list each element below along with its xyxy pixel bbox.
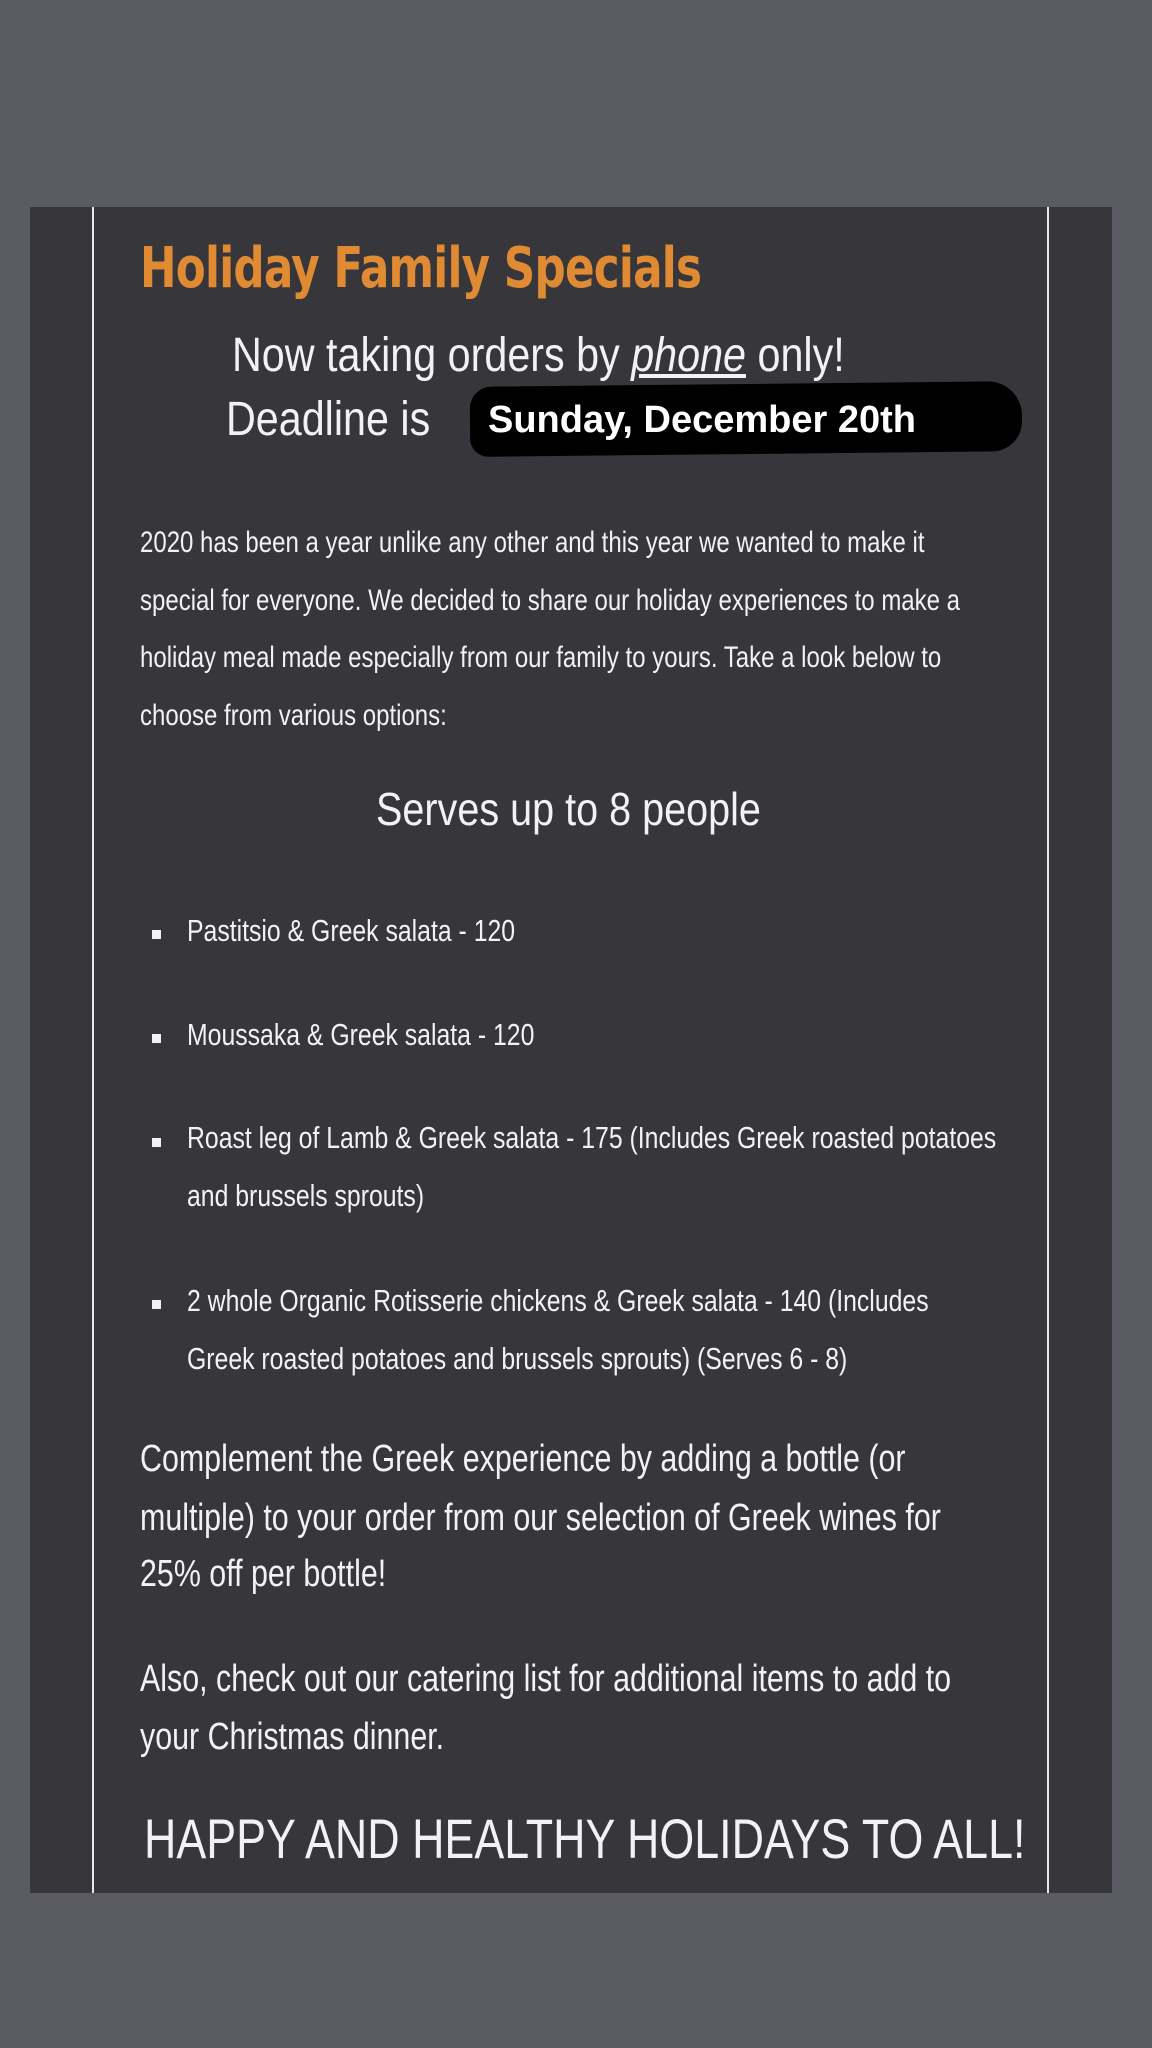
catering-line: Also, check out our catering list for additional items to add to [140, 1658, 952, 1700]
intro-line: choose from various options: [140, 699, 447, 732]
menu-item-continued: Greek roasted potatoes and brussels sprouts) (Serves 6 - 8) [187, 1341, 848, 1376]
bullet-icon [152, 1300, 161, 1309]
menu-item: Moussaka & Greek salata - 120 [187, 1017, 535, 1052]
wine-offer-line: multiple) to your order from our selection of Greek wines for [140, 1497, 941, 1539]
bullet-icon [152, 930, 161, 939]
catering-line: your Christmas dinner. [140, 1716, 445, 1758]
intro-line: holiday meal made especially from our family to yours. Take a look below to [140, 641, 942, 674]
menu-item: 2 whole Organic Rotisserie chickens & Greek salata - 140 (Includes [187, 1283, 929, 1318]
bullet-icon [152, 1138, 161, 1147]
deadline-date-overlay: Sunday, December 20th [488, 399, 917, 441]
bullet-icon [152, 1034, 161, 1043]
order-notice [232, 328, 845, 383]
deadline-label: Deadline is [226, 393, 431, 446]
order-notice-suffix: only! [746, 329, 845, 382]
serves-heading: Serves up to 8 people [376, 783, 761, 835]
intro-line: special for everyone. We decided to share our holiday experiences to make a [140, 584, 961, 617]
right-border-line [1047, 207, 1049, 1893]
order-notice-prefix: Now taking orders by [232, 329, 632, 382]
order-method: phone [631, 329, 747, 382]
closing-message: HAPPY AND HEALTHY HOLIDAYS TO ALL! [144, 1807, 1026, 1870]
menu-item: Roast leg of Lamb & Greek salata - 175 (Includes Greek roasted potatoes [187, 1120, 997, 1155]
intro-line: 2020 has been a year unlike any other and this year we wanted to make it [140, 526, 925, 559]
menu-item-continued: and brussels sprouts) [187, 1178, 425, 1213]
menu-item: Pastitsio & Greek salata - 120 [187, 913, 516, 948]
left-border-line [92, 207, 94, 1893]
wine-offer-line: Complement the Greek experience by adding a bottle (or [140, 1438, 906, 1480]
page-title: Holiday Family Specials [140, 236, 702, 301]
wine-discount: 25% off per bottle! [140, 1553, 387, 1595]
